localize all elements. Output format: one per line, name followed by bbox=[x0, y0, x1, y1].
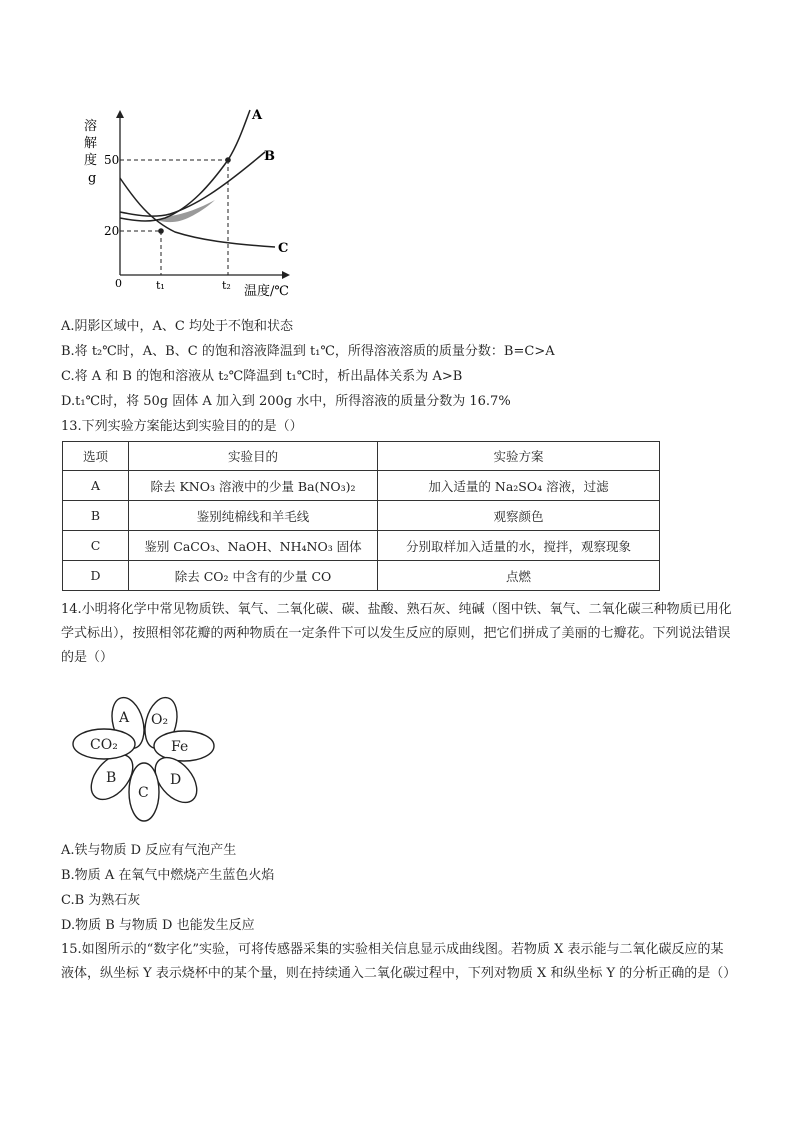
row-plan: 加入适量的 Na₂SO₄ 溶液，过滤 bbox=[378, 471, 660, 501]
q12-option-d: D.t₁℃时，将 50g 固体 A 加入到 200g 水中，所得溶液的质量分数为 16.7% bbox=[61, 394, 511, 409]
row-purpose: 鉴别纯棉线和羊毛线 bbox=[129, 501, 378, 531]
q13-table bbox=[62, 441, 660, 591]
q14-stem: 14.小明将化学中常见物质铁、氧气、二氧化碳、碳、盐酸、熟石灰、纯碱（图中铁、氧气、二氧化碳三种物质已用化学式标出），按照相邻花瓣的两种物质在一定条件下可以发生反应的原则，把它们拼成了美丽的七瓣花。下列说法错误的是（） bbox=[61, 602, 732, 665]
point-t1 bbox=[158, 228, 164, 234]
header-plan: 实验方案 bbox=[378, 442, 660, 471]
petal-label-d: D bbox=[170, 772, 182, 788]
row-plan: 分别取样加入适量的水，搅拌，观察现象 bbox=[378, 531, 660, 561]
y-axis-arrow bbox=[116, 110, 124, 118]
q14-option-b: B.物质 A 在氧气中燃烧产生蓝色火焰 bbox=[61, 868, 275, 883]
seven-petal-flower bbox=[66, 695, 226, 825]
xlabel: 温度/℃ bbox=[244, 284, 289, 299]
ylabel-4: g bbox=[88, 171, 97, 186]
table-row bbox=[63, 501, 660, 531]
q12-option-a: A.阴影区域中，A、C 均处于不饱和状态 bbox=[61, 319, 293, 334]
y-tick-50: 50 bbox=[104, 153, 120, 167]
table-header-row bbox=[63, 442, 660, 471]
x-tick-t1: t₁ bbox=[156, 279, 165, 292]
table-row bbox=[63, 471, 660, 501]
label-a: A bbox=[252, 108, 263, 123]
table-row bbox=[63, 531, 660, 561]
table-row bbox=[63, 561, 660, 591]
solubility-chart bbox=[80, 100, 310, 305]
row-option: D bbox=[63, 561, 129, 591]
q15-stem: 15.如图所示的“数字化”实验，可将传感器采集的实验相关信息显示成曲线图。若物质 X 表示能与二氧化碳反应的某液体，纵坐标 Y 表示烧杯中的某个量，则在持续通入二氧化碳过程中，下列对物质 X 和纵坐标 Y 的分析正确的是（） bbox=[61, 942, 737, 981]
point-a-t2 bbox=[225, 157, 231, 163]
label-b: B bbox=[264, 149, 275, 164]
x-tick-t2: t₂ bbox=[222, 279, 231, 292]
row-purpose: 除去 CO₂ 中含有的少量 CO bbox=[129, 561, 378, 591]
header-purpose: 实验目的 bbox=[129, 442, 378, 471]
label-c: C bbox=[278, 241, 289, 256]
header-option: 选项 bbox=[63, 442, 129, 471]
origin: 0 bbox=[115, 277, 122, 290]
petal-label-o2: O₂ bbox=[151, 712, 169, 728]
row-option: B bbox=[63, 501, 129, 531]
row-option: A bbox=[63, 471, 129, 501]
q12-option-b: B.将 t₂℃时，A、B、C 的饱和溶液降温到 t₁℃，所得溶液溶质的质量分数：B=C>A bbox=[61, 344, 555, 359]
ylabel-2: 解 bbox=[84, 136, 98, 151]
petal-label-fe: Fe bbox=[171, 739, 189, 755]
petal-label-co2: CO₂ bbox=[90, 737, 118, 753]
row-purpose: 除去 KNO₃ 溶液中的少量 Ba(NO₃)₂ bbox=[129, 471, 378, 501]
row-option: C bbox=[63, 531, 129, 561]
q12-option-c: C.将 A 和 B 的饱和溶液从 t₂℃降温到 t₁℃时，析出晶体关系为 A>B bbox=[61, 369, 463, 384]
petal-label-a: A bbox=[119, 710, 130, 726]
y-tick-20: 20 bbox=[104, 224, 120, 238]
x-axis-arrow bbox=[282, 271, 290, 279]
petal-label-b: B bbox=[106, 770, 117, 786]
q13-stem: 13.下列实验方案能达到实验目的的是（） bbox=[61, 419, 303, 434]
q14-option-d: D.物质 B 与物质 D 也能发生反应 bbox=[61, 918, 255, 933]
ylabel-1: 溶 bbox=[84, 119, 98, 134]
row-plan: 观察颜色 bbox=[378, 501, 660, 531]
ylabel-3: 度 bbox=[84, 153, 98, 168]
petal-label-c: C bbox=[138, 785, 149, 801]
q14-option-a: A.铁与物质 D 反应有气泡产生 bbox=[61, 843, 237, 858]
q14-option-c: C.B 为熟石灰 bbox=[61, 893, 141, 908]
row-plan: 点燃 bbox=[378, 561, 660, 591]
row-purpose: 鉴别 CaCO₃、NaOH、NH₄NO₃ 固体 bbox=[129, 531, 378, 561]
